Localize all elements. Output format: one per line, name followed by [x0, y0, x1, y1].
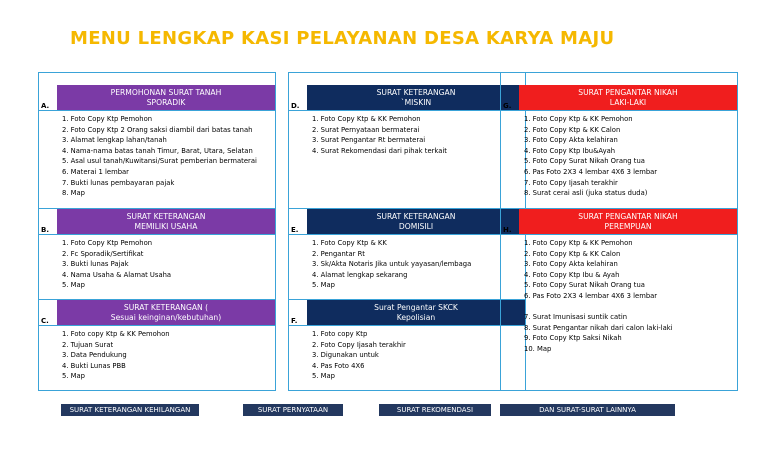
requirements-list: [39, 111, 275, 199]
list-item: 1. Foto Copy Ktp & KK Pemohon: [524, 115, 633, 123]
card-header[interactable]: [39, 209, 275, 235]
card-title: SURAT PENGANTAR NIKAH LAKI-LAKI: [519, 85, 737, 111]
divider: [289, 110, 525, 111]
card-header[interactable]: [39, 300, 275, 326]
card-letter: H.: [503, 226, 512, 234]
list-item: 1. Foto Copy Ktp Pemohon: [62, 115, 153, 123]
statement-button[interactable]: SURAT PERNYATAAN: [243, 404, 343, 416]
card-letter: B.: [41, 226, 49, 234]
list-item: 2. Tujuan Surat: [62, 340, 114, 349]
requirements-list: [289, 326, 525, 382]
divider: [289, 325, 525, 326]
list-item: 2. Foto Copy Ijasah terakhir: [312, 340, 406, 349]
card-header[interactable]: [289, 85, 525, 111]
card-e: [289, 209, 525, 291]
list-item: 9. Foto Copy Ktp Saksi Nikah: [524, 334, 622, 343]
list-item: 4. Pas Foto 4X6: [312, 361, 365, 370]
divider: [289, 234, 525, 235]
card-b: [39, 209, 275, 291]
card-title: SURAT PENGANTAR NIKAH PEREMPUAN: [519, 209, 737, 235]
card-f: [289, 300, 525, 382]
card-header[interactable]: [501, 209, 737, 235]
list-item: 3. Bukti lunas Pajak: [62, 260, 129, 269]
card-title: SURAT KETERANGAN MEMILIKI USAHA: [57, 209, 275, 235]
list-item: 5. Map: [312, 281, 335, 290]
list-item: 4. Alamat lengkap sekarang: [312, 270, 408, 279]
list-item: 2. Surat Pernyataan bermaterai: [312, 125, 420, 134]
card-header[interactable]: [289, 300, 525, 326]
card-title: Surat Pengantar SKCK Kepolisian: [307, 300, 525, 326]
list-item: 2. Fc Sporadik/Sertifikat: [62, 249, 144, 258]
list-item: 5. Map: [62, 281, 85, 290]
list-item: 6. Materai 1 lembar: [62, 167, 129, 176]
divider: [39, 325, 275, 326]
requirements-list: [501, 235, 737, 355]
list-item: 4. Surat Rekomendasi dari pihak terkait: [312, 146, 447, 155]
list-item: 1. Foto Copy Ktp & KK: [312, 239, 387, 247]
card-letter: D.: [291, 102, 300, 110]
column-2: [288, 72, 526, 391]
other-letters-button[interactable]: DAN SURAT-SURAT LAINNYA: [500, 404, 675, 416]
list-item: 4. Foto Copy Ktp Ibu&Ayah: [524, 146, 616, 155]
list-item: 8. Surat Pengantar nikah dari calon laki-laki: [524, 323, 673, 332]
column-1: [38, 72, 276, 391]
card-letter: F.: [291, 317, 298, 325]
requirements-list: [289, 235, 525, 291]
list-item: 1. Foto Copy Ktp Pemohon: [62, 239, 153, 247]
card-d: [289, 85, 525, 156]
list-item: 5. Foto Copy Surat Nikah Orang tua: [524, 157, 645, 166]
requirements-list: [39, 235, 275, 291]
list-item: 5. Map: [62, 372, 85, 381]
list-item: 5. Asal usul tanah/Kuwitansi/Surat pemberian bermaterai: [62, 157, 257, 166]
card-c: [39, 300, 275, 382]
list-item: 8. Surat cerai asli (juka status duda): [524, 189, 648, 198]
divider: [501, 110, 737, 111]
requirements-list: [39, 326, 275, 382]
list-item: 6. Pas Foto 2X3 4 lembar 4X6 3 lembar: [524, 291, 658, 300]
card-header[interactable]: [501, 85, 737, 111]
list-item: 5. Foto Copy Surat Nikah Orang tua: [524, 281, 645, 290]
list-item: 1. Foto copy Ktp: [312, 330, 368, 338]
list-item: 1. Foto Copy Ktp & KK Pemohon: [312, 115, 421, 123]
list-item: 7. Surat Imunisasi suntik catin: [524, 313, 628, 322]
card-letter: A.: [41, 102, 50, 110]
requirements-list: [289, 111, 525, 156]
column-3: [500, 72, 738, 391]
card-title: SURAT KETERANGAN DOMISILI: [307, 209, 525, 235]
list-item: 8. Map: [62, 189, 85, 198]
list-item: 3. Sk/Akta Notaris Jika untuk yayasan/lembaga: [312, 260, 472, 269]
list-item: [524, 302, 737, 313]
card-header[interactable]: [289, 209, 525, 235]
list-item: 7. Bukti lunas pembayaran pajak: [62, 178, 175, 187]
list-item: 2. Foto Copy Ktp 2 Orang saksi diambil dari batas tanah: [62, 125, 253, 134]
page-title: MENU LENGKAP KASI PELAYANAN DESA KARYA MAJU: [70, 28, 615, 49]
list-item: 3. Foto Copy Akta kelahiran: [524, 136, 618, 145]
list-item: 6. Pas Foto 2X3 4 lembar 4X6 3 lembar: [524, 167, 658, 176]
list-item: 1. Foto Copy Ktp & KK Pemohon: [524, 239, 633, 247]
card-a: [39, 85, 275, 199]
list-item: 4. Nama Usaha & Alamat Usaha: [62, 270, 172, 279]
card-title: SURAT KETERANGAN `MISKIN: [307, 85, 525, 111]
list-item: 2. Pengantar Rt: [312, 249, 365, 258]
requirements-list: [501, 111, 737, 199]
card-letter: E.: [291, 226, 299, 234]
divider: [39, 110, 275, 111]
list-item: 2. Foto Copy Ktp & KK Calon: [524, 125, 621, 134]
recommendation-button[interactable]: SURAT REKOMENDASI: [379, 404, 491, 416]
card-title: SURAT KETERANGAN ( Sesuai keinginan/kebutuhan): [57, 300, 275, 326]
list-item: 4. Foto Copy Ktp Ibu & Ayah: [524, 270, 620, 279]
card-g: [501, 85, 737, 199]
lost-certificate-button[interactable]: SURAT KETERANGAN KEHILANGAN: [61, 404, 199, 416]
list-item: 4. Nama-nama batas tanah Timur, Barat, Utara, Selatan: [62, 146, 253, 155]
divider: [39, 234, 275, 235]
list-item: 3. Data Pendukung: [62, 351, 127, 360]
list-item: 5. Map: [312, 372, 335, 381]
card-title: PERMOHONAN SURAT TANAH SPORADIK: [57, 85, 275, 111]
card-letter: C.: [41, 317, 49, 325]
card-h: [501, 209, 737, 355]
list-item: 1. Foto copy Ktp & KK Pemohon: [62, 330, 170, 338]
divider: [501, 234, 737, 235]
list-item: 2. Foto Copy Ktp & KK Calon: [524, 249, 621, 258]
card-header[interactable]: [39, 85, 275, 111]
list-item: 3. Alamat lengkap lahan/tanah: [62, 136, 167, 145]
card-letter: G.: [503, 102, 512, 110]
list-item: 3. Digunakan untuk: [312, 351, 379, 360]
list-item: 10. Map: [524, 344, 552, 353]
list-item: 3. Surat Pengantar Rt bermaterai: [312, 136, 426, 145]
list-item: 3. Foto Copy Akta kelahiran: [524, 260, 618, 269]
list-item: 7. Foto Copy Ijasah terakhir: [524, 178, 618, 187]
list-item: 4. Bukti Lunas PBB: [62, 361, 126, 370]
